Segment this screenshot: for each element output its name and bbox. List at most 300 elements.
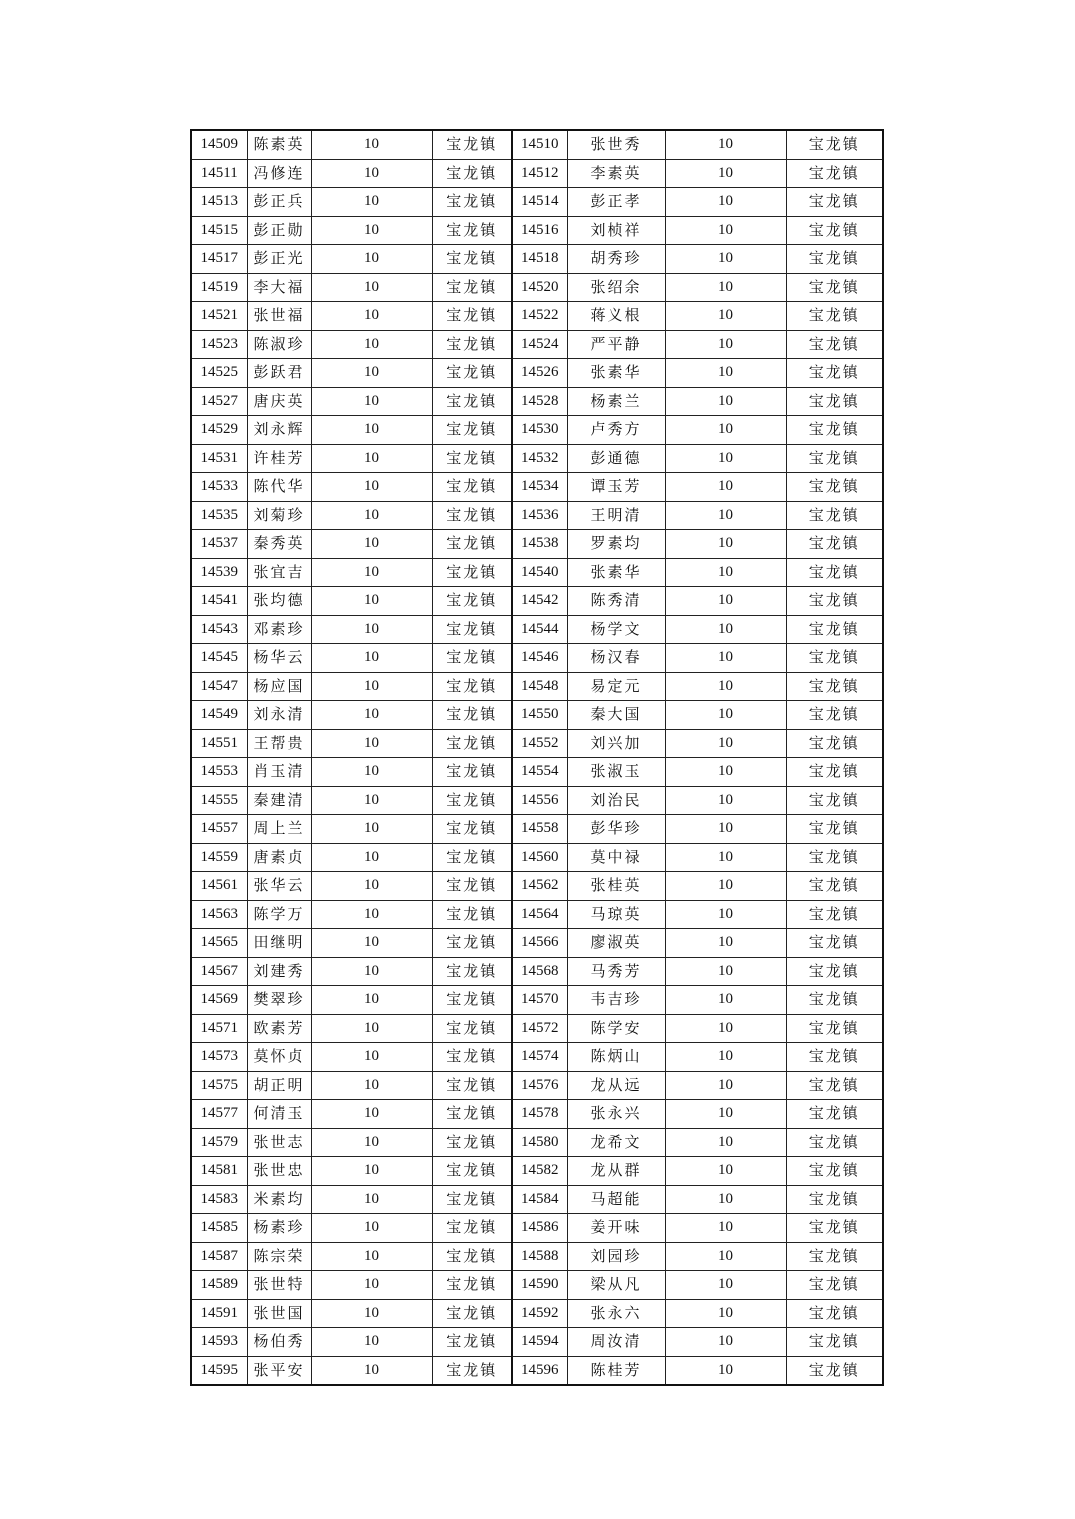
right-id-cell: 14550 <box>512 701 567 730</box>
left-name-cell: 邓素珍 <box>247 615 311 644</box>
table-row <box>191 1071 883 1100</box>
left-town-cell: 宝龙镇 <box>432 587 512 616</box>
left-id-cell: 14539 <box>191 558 247 587</box>
left-name-cell: 冯修连 <box>247 159 311 188</box>
right-name-cell: 刘治民 <box>567 786 665 815</box>
right-id-cell: 14588 <box>512 1242 567 1271</box>
left-town-cell: 宝龙镇 <box>432 900 512 929</box>
left-town-cell: 宝龙镇 <box>432 245 512 274</box>
left-amount-cell: 10 <box>311 1185 432 1214</box>
right-id-cell: 14542 <box>512 587 567 616</box>
table-row <box>191 1242 883 1271</box>
left-id-cell: 14525 <box>191 359 247 388</box>
table-row <box>191 900 883 929</box>
right-id-cell: 14526 <box>512 359 567 388</box>
left-id-cell: 14551 <box>191 729 247 758</box>
right-name-cell: 卢秀方 <box>567 416 665 445</box>
right-name-cell: 杨素兰 <box>567 387 665 416</box>
left-id-cell: 14513 <box>191 188 247 217</box>
right-name-cell: 谭玉芳 <box>567 473 665 502</box>
table-row <box>191 188 883 217</box>
left-amount-cell: 10 <box>311 1214 432 1243</box>
right-town-cell: 宝龙镇 <box>786 1071 883 1100</box>
left-id-cell: 14559 <box>191 843 247 872</box>
left-amount-cell: 10 <box>311 530 432 559</box>
left-name-cell: 张宜吉 <box>247 558 311 587</box>
right-id-cell: 14520 <box>512 273 567 302</box>
left-town-cell: 宝龙镇 <box>432 815 512 844</box>
left-id-cell: 14523 <box>191 330 247 359</box>
right-id-cell: 14534 <box>512 473 567 502</box>
right-name-cell: 陈学安 <box>567 1014 665 1043</box>
right-town-cell: 宝龙镇 <box>786 587 883 616</box>
right-id-cell: 14580 <box>512 1128 567 1157</box>
left-id-cell: 14521 <box>191 302 247 331</box>
right-amount-cell: 10 <box>665 615 786 644</box>
right-id-cell: 14512 <box>512 159 567 188</box>
right-id-cell: 14516 <box>512 216 567 245</box>
left-amount-cell: 10 <box>311 587 432 616</box>
right-name-cell: 易定元 <box>567 672 665 701</box>
left-amount-cell: 10 <box>311 501 432 530</box>
right-id-cell: 14574 <box>512 1043 567 1072</box>
left-id-cell: 14515 <box>191 216 247 245</box>
left-id-cell: 14583 <box>191 1185 247 1214</box>
table-body <box>191 130 883 1385</box>
right-town-cell: 宝龙镇 <box>786 1356 883 1385</box>
left-town-cell: 宝龙镇 <box>432 872 512 901</box>
right-amount-cell: 10 <box>665 330 786 359</box>
left-name-cell: 唐素贞 <box>247 843 311 872</box>
right-amount-cell: 10 <box>665 758 786 787</box>
left-amount-cell: 10 <box>311 188 432 217</box>
left-amount-cell: 10 <box>311 245 432 274</box>
right-id-cell: 14518 <box>512 245 567 274</box>
right-id-cell: 14556 <box>512 786 567 815</box>
right-id-cell: 14560 <box>512 843 567 872</box>
right-name-cell: 马琼英 <box>567 900 665 929</box>
table-row <box>191 986 883 1015</box>
right-id-cell: 14576 <box>512 1071 567 1100</box>
right-amount-cell: 10 <box>665 245 786 274</box>
right-amount-cell: 10 <box>665 1128 786 1157</box>
left-amount-cell: 10 <box>311 729 432 758</box>
table-row <box>191 872 883 901</box>
table-row <box>191 701 883 730</box>
right-name-cell: 李素英 <box>567 159 665 188</box>
right-id-cell: 14510 <box>512 130 567 159</box>
right-id-cell: 14596 <box>512 1356 567 1385</box>
right-name-cell: 龙从远 <box>567 1071 665 1100</box>
right-amount-cell: 10 <box>665 159 786 188</box>
right-id-cell: 14572 <box>512 1014 567 1043</box>
left-amount-cell: 10 <box>311 1043 432 1072</box>
table-row <box>191 1271 883 1300</box>
right-town-cell: 宝龙镇 <box>786 1299 883 1328</box>
left-id-cell: 14549 <box>191 701 247 730</box>
left-town-cell: 宝龙镇 <box>432 530 512 559</box>
table-row <box>191 1100 883 1129</box>
left-town-cell: 宝龙镇 <box>432 644 512 673</box>
right-town-cell: 宝龙镇 <box>786 672 883 701</box>
right-town-cell: 宝龙镇 <box>786 130 883 159</box>
right-name-cell: 张淑玉 <box>567 758 665 787</box>
right-amount-cell: 10 <box>665 188 786 217</box>
right-amount-cell: 10 <box>665 1328 786 1357</box>
right-town-cell: 宝龙镇 <box>786 558 883 587</box>
table-row <box>191 330 883 359</box>
right-town-cell: 宝龙镇 <box>786 330 883 359</box>
right-amount-cell: 10 <box>665 672 786 701</box>
right-id-cell: 14566 <box>512 929 567 958</box>
left-town-cell: 宝龙镇 <box>432 359 512 388</box>
right-id-cell: 14538 <box>512 530 567 559</box>
left-amount-cell: 10 <box>311 1157 432 1186</box>
left-name-cell: 陈淑珍 <box>247 330 311 359</box>
left-town-cell: 宝龙镇 <box>432 159 512 188</box>
right-amount-cell: 10 <box>665 1185 786 1214</box>
right-amount-cell: 10 <box>665 416 786 445</box>
right-id-cell: 14522 <box>512 302 567 331</box>
left-id-cell: 14545 <box>191 644 247 673</box>
left-town-cell: 宝龙镇 <box>432 672 512 701</box>
left-id-cell: 14571 <box>191 1014 247 1043</box>
left-id-cell: 14581 <box>191 1157 247 1186</box>
table-row <box>191 501 883 530</box>
right-town-cell: 宝龙镇 <box>786 188 883 217</box>
table-row <box>191 473 883 502</box>
table-row <box>191 672 883 701</box>
left-town-cell: 宝龙镇 <box>432 1214 512 1243</box>
left-id-cell: 14529 <box>191 416 247 445</box>
right-amount-cell: 10 <box>665 1271 786 1300</box>
right-amount-cell: 10 <box>665 957 786 986</box>
left-town-cell: 宝龙镇 <box>432 188 512 217</box>
left-id-cell: 14543 <box>191 615 247 644</box>
left-name-cell: 秦秀英 <box>247 530 311 559</box>
left-town-cell: 宝龙镇 <box>432 273 512 302</box>
left-id-cell: 14589 <box>191 1271 247 1300</box>
table-row <box>191 530 883 559</box>
right-town-cell: 宝龙镇 <box>786 501 883 530</box>
left-name-cell: 周上兰 <box>247 815 311 844</box>
left-id-cell: 14579 <box>191 1128 247 1157</box>
right-id-cell: 14554 <box>512 758 567 787</box>
left-amount-cell: 10 <box>311 957 432 986</box>
right-id-cell: 14582 <box>512 1157 567 1186</box>
right-amount-cell: 10 <box>665 1157 786 1186</box>
left-town-cell: 宝龙镇 <box>432 1157 512 1186</box>
right-town-cell: 宝龙镇 <box>786 758 883 787</box>
table-row <box>191 1328 883 1357</box>
left-amount-cell: 10 <box>311 1299 432 1328</box>
left-amount-cell: 10 <box>311 815 432 844</box>
left-name-cell: 张世特 <box>247 1271 311 1300</box>
left-name-cell: 张均德 <box>247 587 311 616</box>
right-name-cell: 韦吉珍 <box>567 986 665 1015</box>
left-name-cell: 刘永辉 <box>247 416 311 445</box>
table-row <box>191 444 883 473</box>
right-amount-cell: 10 <box>665 872 786 901</box>
left-amount-cell: 10 <box>311 701 432 730</box>
table-row <box>191 644 883 673</box>
left-town-cell: 宝龙镇 <box>432 843 512 872</box>
left-town-cell: 宝龙镇 <box>432 1128 512 1157</box>
right-town-cell: 宝龙镇 <box>786 1185 883 1214</box>
left-amount-cell: 10 <box>311 330 432 359</box>
right-town-cell: 宝龙镇 <box>786 986 883 1015</box>
left-name-cell: 张平安 <box>247 1356 311 1385</box>
right-amount-cell: 10 <box>665 130 786 159</box>
table-row <box>191 843 883 872</box>
right-id-cell: 14540 <box>512 558 567 587</box>
right-name-cell: 梁从凡 <box>567 1271 665 1300</box>
right-town-cell: 宝龙镇 <box>786 273 883 302</box>
table-row <box>191 416 883 445</box>
table-row <box>191 729 883 758</box>
right-amount-cell: 10 <box>665 815 786 844</box>
left-name-cell: 莫怀贞 <box>247 1043 311 1072</box>
right-town-cell: 宝龙镇 <box>786 1242 883 1271</box>
left-id-cell: 14563 <box>191 900 247 929</box>
right-town-cell: 宝龙镇 <box>786 1214 883 1243</box>
table-row <box>191 130 883 159</box>
left-amount-cell: 10 <box>311 986 432 1015</box>
left-name-cell: 彭正兵 <box>247 188 311 217</box>
right-amount-cell: 10 <box>665 444 786 473</box>
right-name-cell: 张绍余 <box>567 273 665 302</box>
table-row <box>191 1043 883 1072</box>
left-name-cell: 杨伯秀 <box>247 1328 311 1357</box>
right-id-cell: 14536 <box>512 501 567 530</box>
table-row <box>191 786 883 815</box>
right-amount-cell: 10 <box>665 929 786 958</box>
left-name-cell: 肖玉清 <box>247 758 311 787</box>
left-name-cell: 张世忠 <box>247 1157 311 1186</box>
left-town-cell: 宝龙镇 <box>432 130 512 159</box>
left-amount-cell: 10 <box>311 387 432 416</box>
left-id-cell: 14573 <box>191 1043 247 1072</box>
left-id-cell: 14577 <box>191 1100 247 1129</box>
table-row <box>191 615 883 644</box>
right-town-cell: 宝龙镇 <box>786 302 883 331</box>
left-town-cell: 宝龙镇 <box>432 302 512 331</box>
left-name-cell: 刘菊珍 <box>247 501 311 530</box>
table-row <box>191 558 883 587</box>
right-name-cell: 张素华 <box>567 558 665 587</box>
left-amount-cell: 10 <box>311 1328 432 1357</box>
right-id-cell: 14514 <box>512 188 567 217</box>
left-amount-cell: 10 <box>311 1271 432 1300</box>
left-id-cell: 14567 <box>191 957 247 986</box>
left-town-cell: 宝龙镇 <box>432 786 512 815</box>
left-name-cell: 杨素珍 <box>247 1214 311 1243</box>
left-name-cell: 秦建清 <box>247 786 311 815</box>
right-town-cell: 宝龙镇 <box>786 701 883 730</box>
left-name-cell: 张世福 <box>247 302 311 331</box>
left-name-cell: 米素均 <box>247 1185 311 1214</box>
right-id-cell: 14594 <box>512 1328 567 1357</box>
right-town-cell: 宝龙镇 <box>786 416 883 445</box>
right-amount-cell: 10 <box>665 701 786 730</box>
table-row <box>191 216 883 245</box>
left-town-cell: 宝龙镇 <box>432 1328 512 1357</box>
table-row <box>191 1356 883 1385</box>
left-amount-cell: 10 <box>311 130 432 159</box>
right-id-cell: 14548 <box>512 672 567 701</box>
right-town-cell: 宝龙镇 <box>786 444 883 473</box>
left-amount-cell: 10 <box>311 672 432 701</box>
right-town-cell: 宝龙镇 <box>786 216 883 245</box>
right-name-cell: 张素华 <box>567 359 665 388</box>
left-town-cell: 宝龙镇 <box>432 701 512 730</box>
left-id-cell: 14531 <box>191 444 247 473</box>
left-town-cell: 宝龙镇 <box>432 1242 512 1271</box>
right-amount-cell: 10 <box>665 216 786 245</box>
left-name-cell: 李大福 <box>247 273 311 302</box>
left-id-cell: 14561 <box>191 872 247 901</box>
right-id-cell: 14592 <box>512 1299 567 1328</box>
left-name-cell: 杨应国 <box>247 672 311 701</box>
left-name-cell: 唐庆英 <box>247 387 311 416</box>
left-name-cell: 欧素芳 <box>247 1014 311 1043</box>
right-id-cell: 14562 <box>512 872 567 901</box>
right-name-cell: 彭华珍 <box>567 815 665 844</box>
left-amount-cell: 10 <box>311 929 432 958</box>
right-name-cell: 严平静 <box>567 330 665 359</box>
right-name-cell: 陈桂芳 <box>567 1356 665 1385</box>
right-amount-cell: 10 <box>665 843 786 872</box>
left-amount-cell: 10 <box>311 159 432 188</box>
left-name-cell: 何清玉 <box>247 1100 311 1129</box>
table-row <box>191 587 883 616</box>
right-id-cell: 14578 <box>512 1100 567 1129</box>
left-id-cell: 14547 <box>191 672 247 701</box>
right-name-cell: 龙希文 <box>567 1128 665 1157</box>
left-id-cell: 14519 <box>191 273 247 302</box>
table-row <box>191 159 883 188</box>
left-name-cell: 田继明 <box>247 929 311 958</box>
table-row <box>191 1185 883 1214</box>
right-name-cell: 胡秀珍 <box>567 245 665 274</box>
right-id-cell: 14530 <box>512 416 567 445</box>
left-town-cell: 宝龙镇 <box>432 929 512 958</box>
left-amount-cell: 10 <box>311 1128 432 1157</box>
left-amount-cell: 10 <box>311 786 432 815</box>
right-name-cell: 秦大国 <box>567 701 665 730</box>
left-town-cell: 宝龙镇 <box>432 1014 512 1043</box>
right-amount-cell: 10 <box>665 359 786 388</box>
left-name-cell: 刘永清 <box>247 701 311 730</box>
right-amount-cell: 10 <box>665 900 786 929</box>
right-town-cell: 宝龙镇 <box>786 900 883 929</box>
right-amount-cell: 10 <box>665 558 786 587</box>
table-row <box>191 929 883 958</box>
table-row <box>191 1014 883 1043</box>
right-id-cell: 14558 <box>512 815 567 844</box>
right-amount-cell: 10 <box>665 302 786 331</box>
table-row <box>191 1214 883 1243</box>
table-row <box>191 302 883 331</box>
left-amount-cell: 10 <box>311 1356 432 1385</box>
right-town-cell: 宝龙镇 <box>786 1100 883 1129</box>
right-amount-cell: 10 <box>665 1014 786 1043</box>
left-name-cell: 陈宗荣 <box>247 1242 311 1271</box>
left-amount-cell: 10 <box>311 558 432 587</box>
left-town-cell: 宝龙镇 <box>432 1071 512 1100</box>
right-name-cell: 张桂英 <box>567 872 665 901</box>
left-town-cell: 宝龙镇 <box>432 1185 512 1214</box>
left-town-cell: 宝龙镇 <box>432 1100 512 1129</box>
right-name-cell: 陈炳山 <box>567 1043 665 1072</box>
left-amount-cell: 10 <box>311 444 432 473</box>
right-amount-cell: 10 <box>665 729 786 758</box>
roster-table <box>190 129 884 1386</box>
table-row <box>191 387 883 416</box>
left-town-cell: 宝龙镇 <box>432 444 512 473</box>
left-amount-cell: 10 <box>311 473 432 502</box>
left-town-cell: 宝龙镇 <box>432 473 512 502</box>
left-name-cell: 许桂芳 <box>247 444 311 473</box>
right-id-cell: 14564 <box>512 900 567 929</box>
left-id-cell: 14537 <box>191 530 247 559</box>
right-name-cell: 周汝清 <box>567 1328 665 1357</box>
right-town-cell: 宝龙镇 <box>786 929 883 958</box>
left-id-cell: 14591 <box>191 1299 247 1328</box>
left-amount-cell: 10 <box>311 273 432 302</box>
left-name-cell: 杨华云 <box>247 644 311 673</box>
left-amount-cell: 10 <box>311 900 432 929</box>
left-town-cell: 宝龙镇 <box>432 1299 512 1328</box>
right-name-cell: 马秀芳 <box>567 957 665 986</box>
left-town-cell: 宝龙镇 <box>432 758 512 787</box>
table-row <box>191 359 883 388</box>
right-town-cell: 宝龙镇 <box>786 644 883 673</box>
right-town-cell: 宝龙镇 <box>786 1043 883 1072</box>
right-town-cell: 宝龙镇 <box>786 359 883 388</box>
right-name-cell: 杨汉春 <box>567 644 665 673</box>
left-amount-cell: 10 <box>311 1014 432 1043</box>
left-town-cell: 宝龙镇 <box>432 330 512 359</box>
right-id-cell: 14590 <box>512 1271 567 1300</box>
left-town-cell: 宝龙镇 <box>432 558 512 587</box>
right-town-cell: 宝龙镇 <box>786 615 883 644</box>
left-amount-cell: 10 <box>311 1071 432 1100</box>
left-name-cell: 陈素英 <box>247 130 311 159</box>
left-amount-cell: 10 <box>311 1242 432 1271</box>
left-id-cell: 14557 <box>191 815 247 844</box>
right-amount-cell: 10 <box>665 501 786 530</box>
right-amount-cell: 10 <box>665 530 786 559</box>
left-amount-cell: 10 <box>311 872 432 901</box>
right-amount-cell: 10 <box>665 387 786 416</box>
right-name-cell: 彭正孝 <box>567 188 665 217</box>
right-town-cell: 宝龙镇 <box>786 815 883 844</box>
right-amount-cell: 10 <box>665 1100 786 1129</box>
right-id-cell: 14532 <box>512 444 567 473</box>
left-id-cell: 14569 <box>191 986 247 1015</box>
left-name-cell: 刘建秀 <box>247 957 311 986</box>
right-town-cell: 宝龙镇 <box>786 245 883 274</box>
left-town-cell: 宝龙镇 <box>432 216 512 245</box>
left-town-cell: 宝龙镇 <box>432 416 512 445</box>
right-id-cell: 14586 <box>512 1214 567 1243</box>
left-name-cell: 张世志 <box>247 1128 311 1157</box>
left-amount-cell: 10 <box>311 843 432 872</box>
right-name-cell: 马超能 <box>567 1185 665 1214</box>
right-amount-cell: 10 <box>665 473 786 502</box>
left-id-cell: 14565 <box>191 929 247 958</box>
